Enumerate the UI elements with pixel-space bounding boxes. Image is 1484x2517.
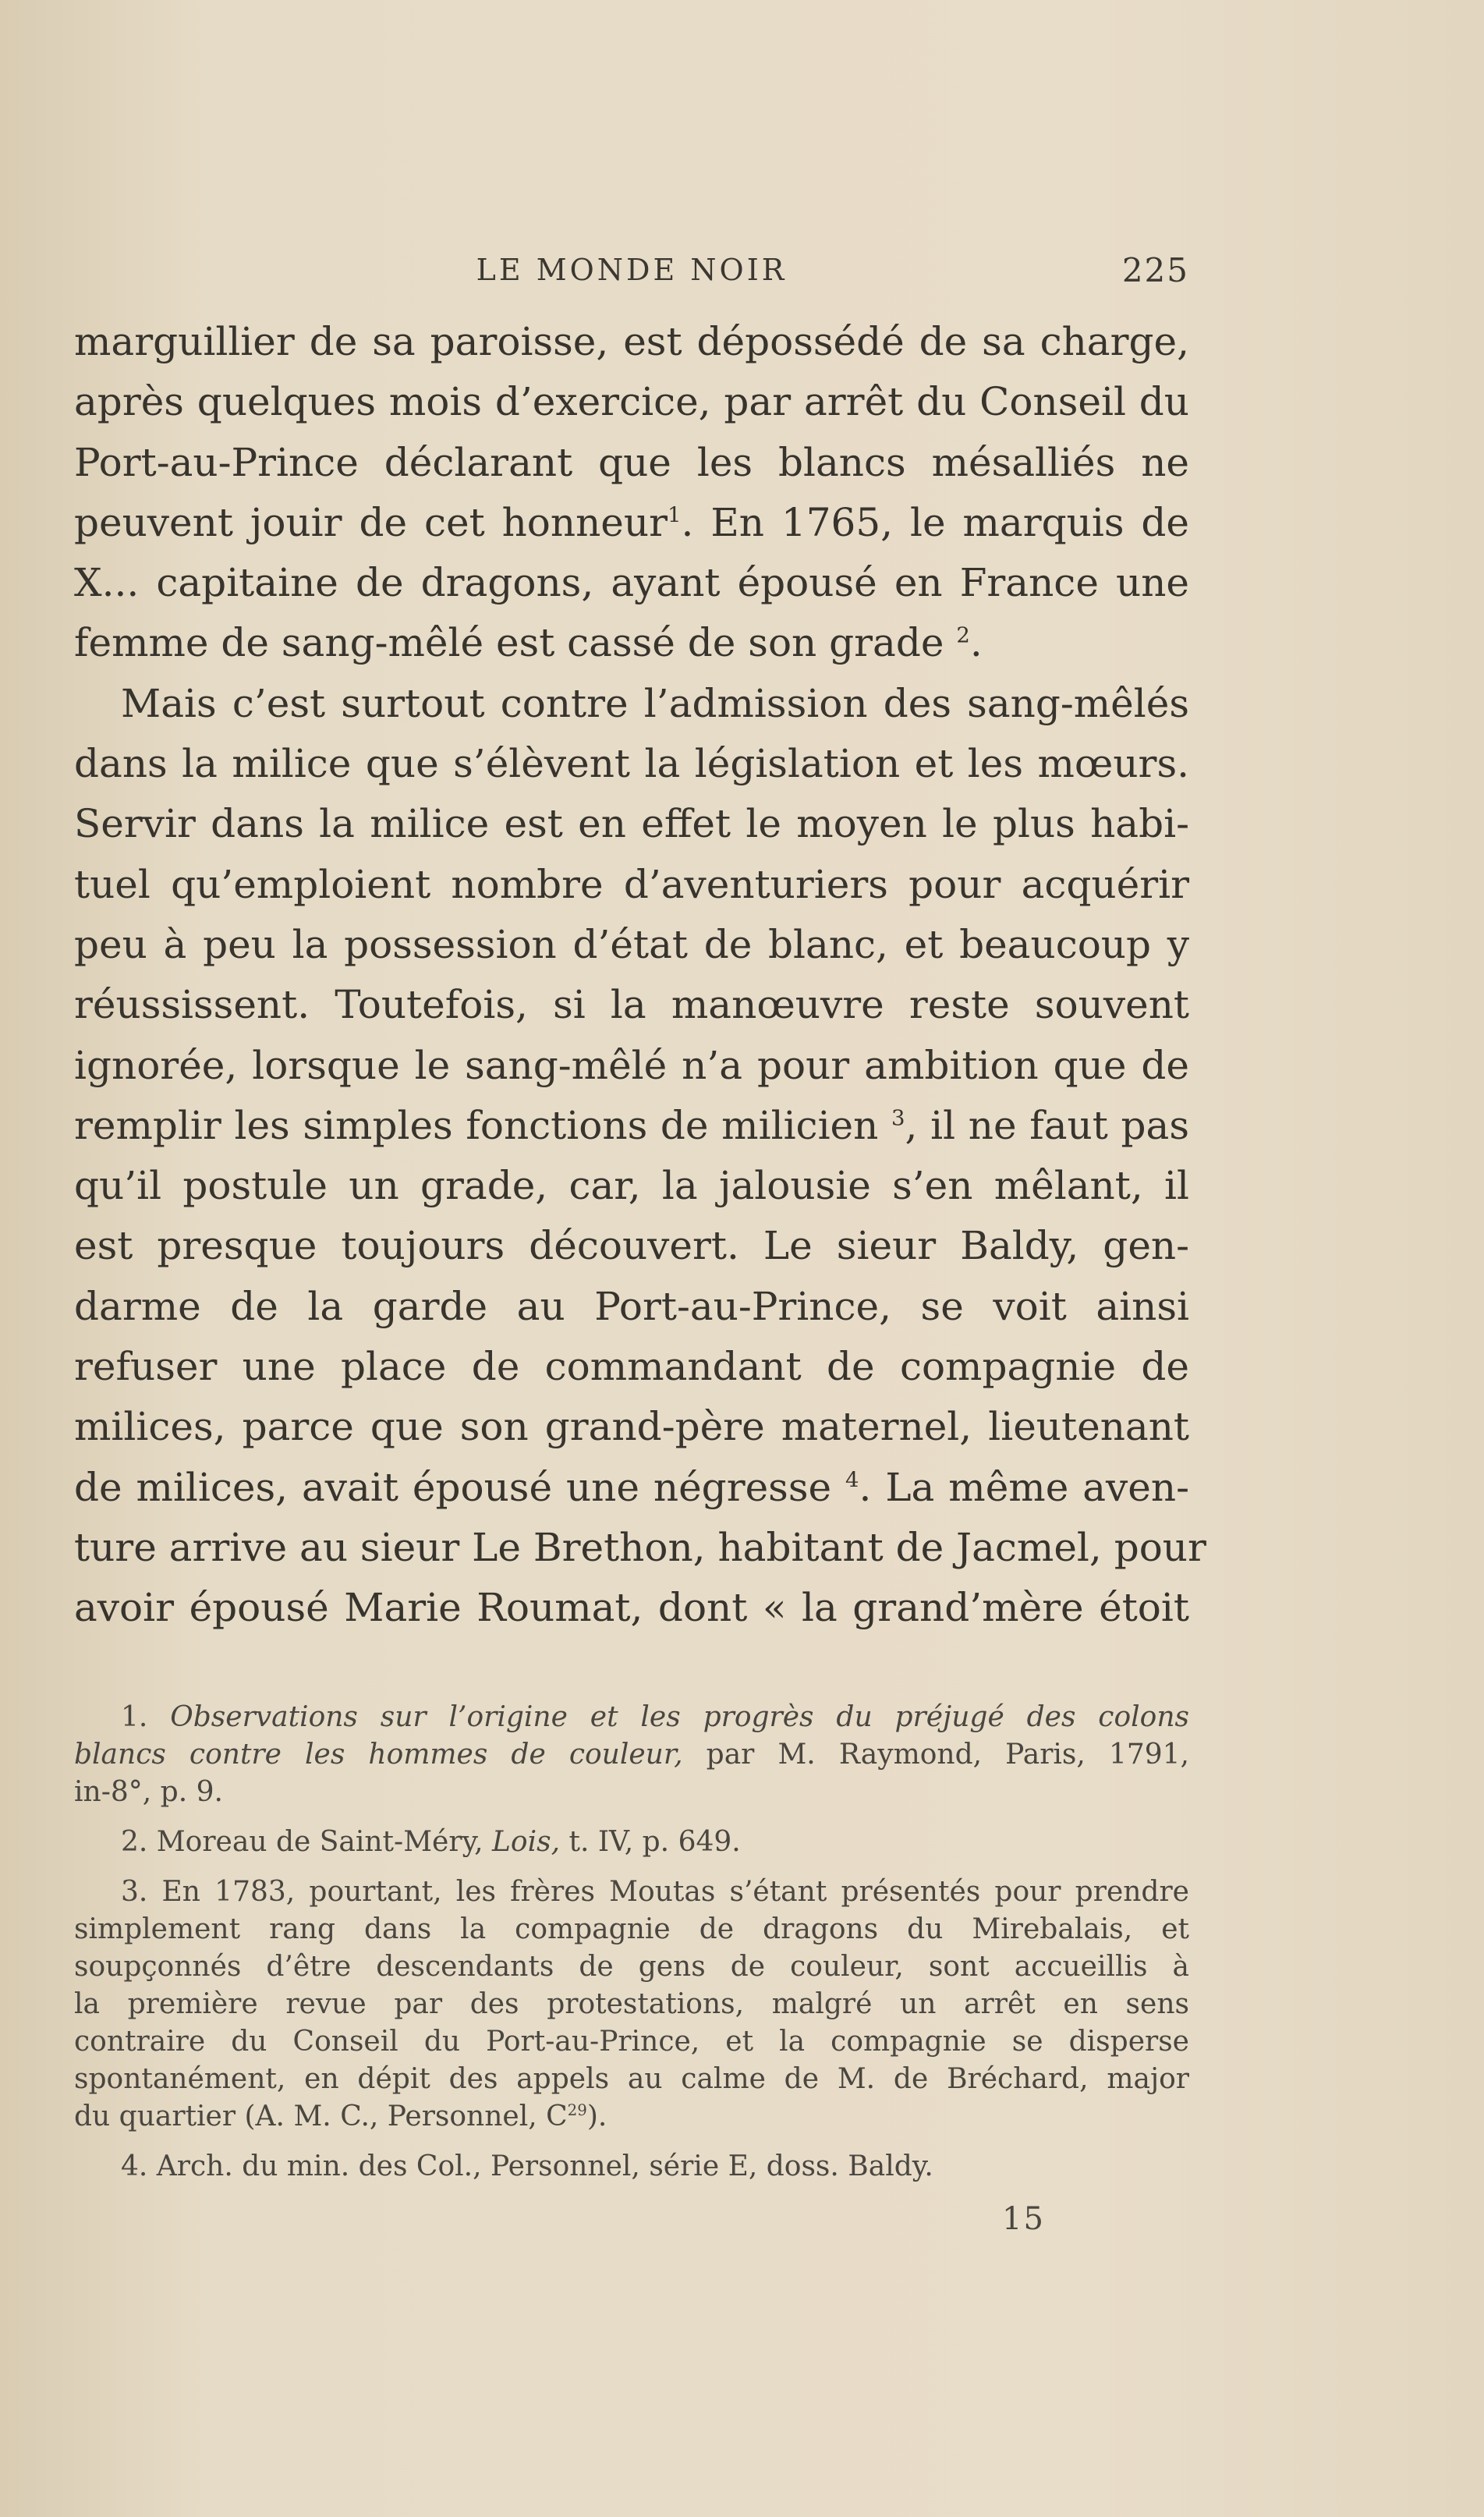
footnote-3-line: spontanément, en dépit des appels au calme de M. de Bréchard, major <box>74 2063 1189 2095</box>
footnotes <box>74 1699 1189 2186</box>
footnote-4-line <box>74 2148 1189 2186</box>
text-line: marguillier de sa paroisse, est dépossédé de sa charge, <box>74 319 1189 364</box>
footnote-superscript: 29 <box>567 2101 587 2119</box>
text-line: après quelques mois d’exercice, par arrêt du Conseil du <box>74 379 1189 425</box>
footnote-3-line: contraire du Conseil du Port-au-Prince, et la compagnie se disperse <box>74 2026 1189 2058</box>
footnote-ref: 2 <box>956 622 970 648</box>
footnote-1-line <box>74 1699 1189 1736</box>
text-line: Port-au-Prince déclarant que les blancs mésalliés ne <box>74 439 1189 485</box>
text-line <box>74 493 1189 553</box>
text-line: ignorée, lorsque le sang-mêlé n’a pour ambition que de <box>74 1042 1189 1088</box>
text-line: X... capitaine de dragons, ayant épousé en France une <box>74 560 1189 606</box>
text-line: dans la milice que s’élèvent la législation et les mœurs. <box>74 741 1189 787</box>
text-line: refuser une place de commandant de compagnie de <box>74 1344 1189 1390</box>
page-number: 225 <box>1121 251 1189 289</box>
footnote-ref: 1 <box>668 502 682 528</box>
text-line: qu’il postule un grade, car, la jalousie s’en mêlant, il <box>74 1163 1189 1209</box>
footnote-3-line <box>74 2098 1189 2136</box>
footnote-3-line: la première revue par des protestations, malgré un arrêt en sens <box>74 1988 1189 2020</box>
footnote-text: ). <box>586 2100 607 2132</box>
footnote-1-line <box>74 1736 1189 1774</box>
footnote-text: Arch. du min. des Col., Personnel, série E, doss. Baldy. <box>147 2150 933 2182</box>
text-line: Mais c’est surtout contre l’admission des sang-mêlés <box>121 680 1189 726</box>
footnote-number: 3. <box>121 1876 148 1908</box>
text-segment: de milices, avait épousé une négresse <box>74 1464 832 1510</box>
text-line: réussissent. Toutefois, si la manœuvre reste souvent <box>74 982 1189 1028</box>
footnote-3-line <box>74 1874 1189 1911</box>
footnote-2-line <box>74 1824 1189 1861</box>
text-line: darme de la garde au Port-au-Prince, se voit ainsi <box>74 1283 1189 1329</box>
text-line: tuel qu’emploient nombre d’aventuriers pour acquérir <box>74 861 1189 907</box>
footnote-3-line: soupçonnés d’être descendants de gens de couleur, sont accueillis à <box>74 1951 1189 1983</box>
text-segment: . <box>969 620 983 666</box>
text-segment: femme de sang-mêlé est cassé de son grade <box>74 620 944 666</box>
footnote-1-line: in-8°, p. 9. <box>74 1776 223 1808</box>
running-head <box>74 246 1189 293</box>
text-line: peu à peu la possession d’état de blanc, et beaucoup y <box>74 921 1189 967</box>
footnote-3-line: simplement rang dans la compagnie de dragons du Mirebalais, et <box>74 1913 1189 1945</box>
footnote-number: 4. <box>121 2150 148 2182</box>
text-line: milices, parce que son grand-père maternel, lieutenant <box>74 1404 1189 1450</box>
footnote-italic: Lois, <box>492 1826 561 1858</box>
body-text <box>74 312 1206 1639</box>
footnote-italic: Observations sur l’origine et les progrès du préjugé des colons <box>170 1701 1189 1733</box>
footnote-text: Moreau de Saint-Méry, <box>147 1826 493 1858</box>
footnote-ref: 3 <box>891 1105 905 1131</box>
text-line: est presque toujours découvert. Le sieur Baldy, gen- <box>74 1223 1189 1269</box>
text-line: ture arrive au sieur Le Brethon, habitant de Jacmel, pour <box>74 1524 1206 1570</box>
footnote-text: du quartier (A. M. C., Personnel, C <box>74 2100 568 2132</box>
footnote-text: par M. Raymond, Paris, 1791, <box>682 1739 1189 1771</box>
text-segment: . En 1765, le marquis de <box>681 499 1189 545</box>
footnote-number: 2. <box>121 1826 148 1858</box>
text-line: Servir dans la milice est en effet le moyen le plus habi- <box>74 801 1189 847</box>
text-line: avoir épousé Marie Roumat, dont « la grand’mère étoit <box>74 1585 1189 1631</box>
text-segment: remplir les simples fonctions de milicien <box>74 1102 879 1148</box>
text-segment: , il ne faut pas <box>905 1102 1189 1148</box>
footnote-text: t. IV, p. 649. <box>560 1826 741 1858</box>
footnote-italic: blancs contre les hommes de couleur, <box>74 1739 683 1771</box>
footnote-ref: 4 <box>845 1466 859 1492</box>
text-line <box>74 1458 1189 1518</box>
footnote-text: En 1783, pourtant, les frères Moutas s’étant présentés pour prendre <box>147 1876 1189 1908</box>
text-line <box>74 613 1189 673</box>
signature-mark: 15 <box>1002 2201 1045 2237</box>
text-segment: peuvent jouir de cet honneur <box>74 499 668 545</box>
text-segment: . La même aven- <box>859 1464 1189 1510</box>
footnote-number: 1. <box>121 1701 148 1733</box>
text-line <box>74 1096 1189 1156</box>
running-title: LE MONDE NOIR <box>476 253 788 287</box>
